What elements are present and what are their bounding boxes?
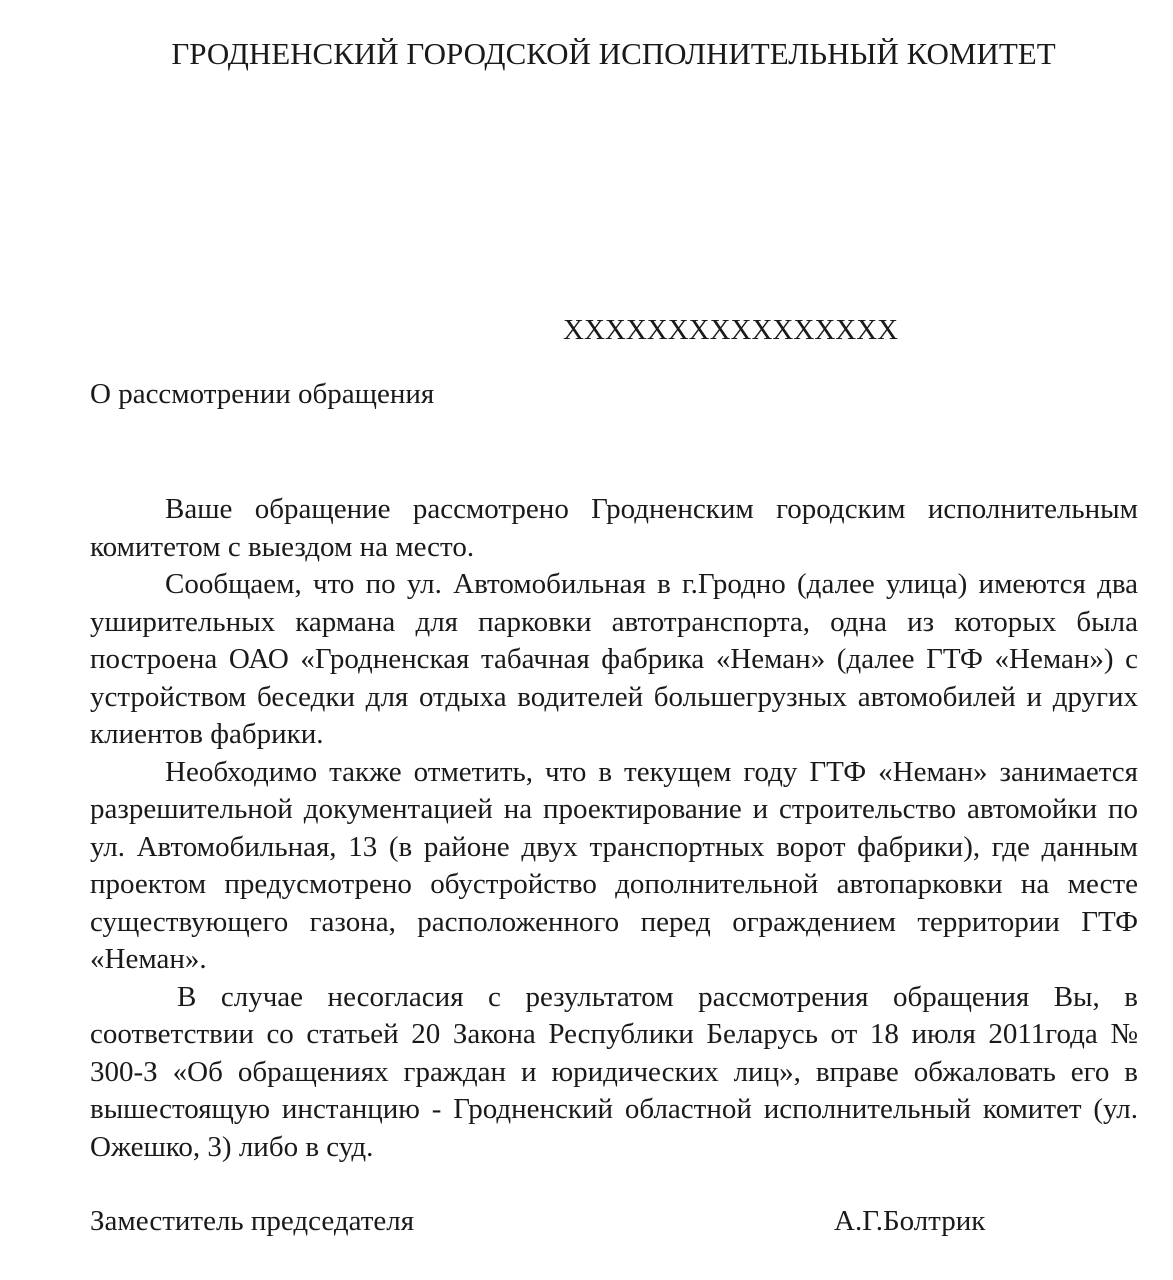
paragraph-1: Ваше обращение рассмотрено Гродненским городским исполнительным комитетом с выездом на место. [90, 493, 1138, 563]
subject-line: О рассмотрении обращения [90, 378, 435, 410]
document-header: ГРОДНЕНСКИЙ ГОРОДСКОЙ ИСПОЛНИТЕЛЬНЫЙ КОМИТЕТ [171, 36, 1056, 71]
signatory-role: Заместитель председателя [90, 1205, 415, 1237]
paragraph-2: Сообщаем, что по ул. Автомобильная в г.Гродно (далее улица) имеются два уширительных кармана для парковки автотранспорта, одна из которых была построена ОАО «Гродненская табачная фабрика «Неман» (далее ГТФ «Неман») с устройством беседки для отдыха водителей большегрузных автомобилей и других клиентов фабрики. [90, 568, 1138, 750]
addressee: ХХХХХХХХХХХХХХХХ [563, 314, 899, 346]
paragraph-4: В случае несогласия с результатом рассмотрения обращения Вы, в соответствии со статьей 20 Закона Республики Беларусь от 18 июля 2011года № 300-З «Об обращениях граждан и юридических лиц», вправе обжаловать его в вышестоящую инстанцию - Гродненский областной исполнительный комитет (ул. Ожешко, 3) либо в суд. [90, 980, 1138, 1163]
paragraph-3: Необходимо также отметить, что в текущем году ГТФ «Неман» занимается разрешительной документацией на проектирование и строительство автомойки по ул. Автомобильная, 13 (в районе двух транспортных ворот фабрики), где данным проектом предусмотрено обустройство дополнительной автопарковки на месте существующего газона, расположенного перед ограждением территории ГТФ «Неман». [90, 755, 1138, 975]
letter-body [90, 491, 1138, 1166]
signatory-name: А.Г.Болтрик [834, 1205, 986, 1237]
